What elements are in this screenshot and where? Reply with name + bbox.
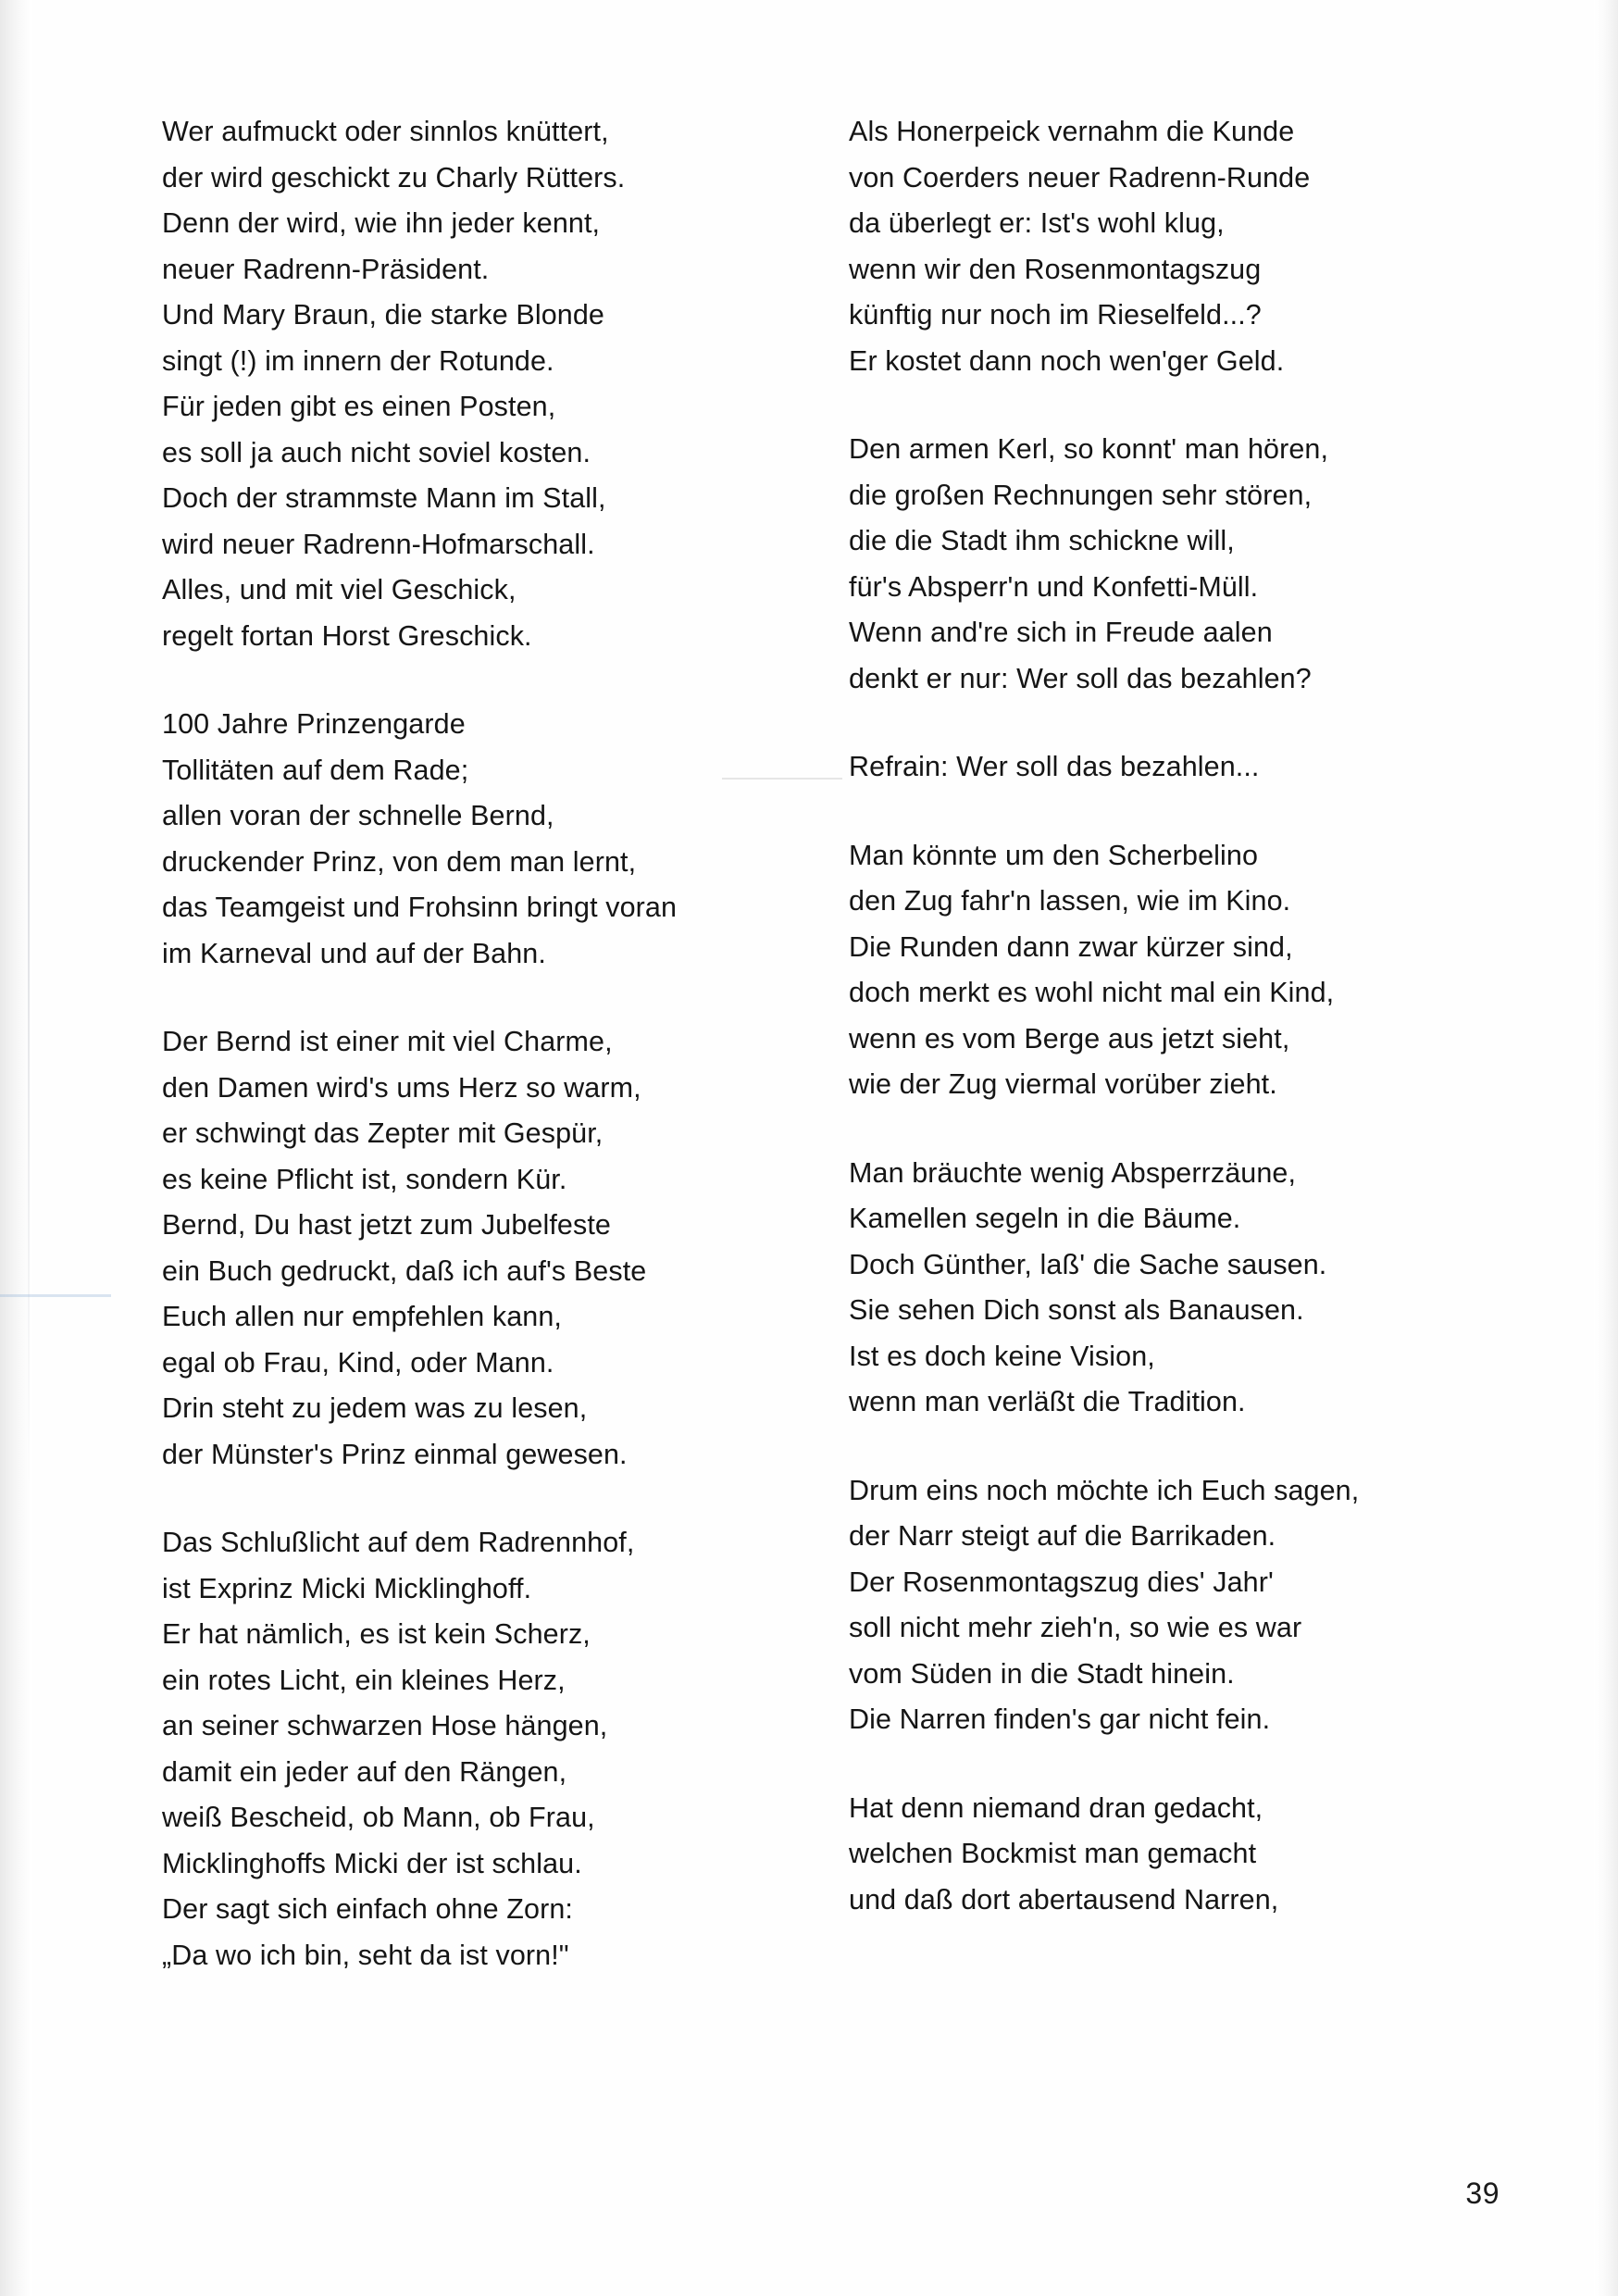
poem-line: Den armen Kerl, so konnt' man hören, [849, 433, 1329, 465]
poem-line: den Zug fahr'n lassen, wie im Kino. [849, 885, 1291, 917]
poem-line: Die Runden dann zwar kürzer sind, [849, 930, 1293, 963]
poem-line: die die Stadt ihm schickne will, [849, 525, 1235, 556]
poem-line: Man könnte um den Scherbelino [849, 839, 1259, 871]
poem-line: wenn wir den Rosenmontagszug [849, 253, 1262, 285]
poem-line: künftig nur noch im Rieselfeld...? [849, 299, 1262, 331]
poem-line: Bernd, Du hast jetzt zum Jubelfeste [162, 1209, 611, 1241]
poem-line: Micklinghoffs Micki der ist schlau. [162, 1847, 582, 1879]
poem-line: der wird geschickt zu Charly Rütters. [162, 161, 626, 193]
poem-line: Euch allen nur empfehlen kann, [162, 1301, 562, 1332]
poem-line: Als Honerpeick vernahm die Kunde [849, 116, 1295, 147]
poem-line: Drin steht zu jedem was zu lesen, [162, 1392, 588, 1424]
poem-line: Ist es doch keine Vision, [849, 1340, 1155, 1372]
poem-line: 100 Jahre Prinzengarde [162, 708, 466, 740]
poem-line: Doch der strammste Mann im Stall, [162, 482, 606, 514]
stanza [845, 1151, 1438, 1426]
poem-line: Refrain: Wer soll das bezahlen... [849, 751, 1260, 782]
poem-line: wenn es vom Berge aus jetzt sieht, [849, 1022, 1290, 1054]
poem-line: Und Mary Braun, die starke Blonde [162, 299, 604, 331]
left-column [162, 109, 754, 1978]
poem-line: ein rotes Licht, ein kleines Herz, [162, 1664, 566, 1696]
poem-line: das Teamgeist und Frohsinn bringt voran [162, 892, 678, 923]
poem-line: und daß dort abertausend Narren, [849, 1883, 1279, 1915]
poem-line: ist Exprinz Micki Micklinghoff. [162, 1572, 532, 1604]
poem-line: Für jeden gibt es einen Posten, [162, 391, 556, 422]
poem-line: da überlegt er: Ist's wohl klug, [849, 207, 1225, 239]
poem-line: doch merkt es wohl nicht mal ein Kind, [849, 977, 1335, 1008]
poem-line: Wenn and're sich in Freude aalen [849, 617, 1273, 648]
poem-line: Tollitäten auf dem Rade; [162, 754, 469, 786]
poem-line: Sie sehen Dich sonst als Banausen. [849, 1294, 1304, 1326]
stanza [845, 1468, 1438, 1743]
poem-body [162, 109, 1493, 1978]
right-column [845, 109, 1438, 1978]
poem-line: singt (!) im innern der Rotunde. [162, 344, 554, 377]
stanza [845, 833, 1438, 1108]
stanza [845, 109, 1438, 384]
stanza [162, 1019, 754, 1478]
poem-line: Denn der wird, wie ihn jeder kennt, [162, 207, 601, 239]
poem-line: soll nicht mehr zieh'n, so wie es war [849, 1612, 1302, 1643]
poem-line: damit ein jeder auf den Rängen, [162, 1755, 567, 1788]
poem-line: im Karneval und auf der Bahn. [162, 937, 546, 969]
poem-line: es soll ja auch nicht soviel kosten. [162, 436, 591, 468]
poem-line: Man bräuchte wenig Absperrzäune, [849, 1156, 1297, 1189]
poem-line: Doch Günther, laß' die Sache sausen. [849, 1248, 1327, 1280]
poem-line: von Coerders neuer Radrenn-Runde [849, 161, 1311, 193]
stanza [845, 1786, 1438, 1924]
poem-line: für's Absperr'n und Konfetti-Müll. [849, 570, 1259, 603]
poem-line: egal ob Frau, Kind, oder Mann. [162, 1346, 554, 1379]
scan-artifact-blue-mark [0, 1294, 111, 1297]
poem-line: ein Buch gedruckt, daß ich auf's Beste [162, 1254, 647, 1287]
poem-line: Wer aufmuckt oder sinnlos knüttert, [162, 116, 609, 147]
poem-line: Kamellen segeln in die Bäume. [849, 1203, 1241, 1234]
page-number: 39 [1465, 2177, 1500, 2210]
poem-line: Drum eins noch möchte ich Euch sagen, [849, 1474, 1360, 1506]
poem-line: Der sagt sich einfach ohne Zorn: [162, 1893, 573, 1925]
poem-line: neuer Radrenn-Präsident. [162, 253, 490, 285]
poem-line: „Da wo ich bin, seht da ist vorn!" [162, 1939, 569, 1971]
poem-line: die großen Rechnungen sehr stören, [849, 479, 1313, 511]
scan-artifact-left-line [28, 213, 30, 1491]
stanza-refrain [845, 744, 1438, 791]
poem-line: Er hat nämlich, es ist kein Scherz, [162, 1618, 591, 1650]
poem-line: wenn man verläßt die Tradition. [849, 1386, 1246, 1417]
poem-line: Das Schlußlicht auf dem Radrennhof, [162, 1527, 635, 1558]
poem-line: regelt fortan Horst Greschick. [162, 619, 532, 652]
poem-line: er schwingt das Zepter mit Gespür, [162, 1117, 604, 1149]
poem-line: wie der Zug viermal vorüber zieht. [849, 1068, 1277, 1100]
poem-line: Er kostet dann noch wen'ger Geld. [849, 344, 1285, 377]
poem-line: denkt er nur: Wer soll das bezahlen? [849, 662, 1312, 694]
poem-line: den Damen wird's ums Herz so warm, [162, 1071, 641, 1104]
poem-line: an seiner schwarzen Hose hängen, [162, 1710, 608, 1741]
poem-line: Die Narren finden's gar nicht fein. [849, 1703, 1271, 1735]
poem-line: der Münster's Prinz einmal gewesen. [162, 1438, 628, 1470]
poem-line: welchen Bockmist man gemacht [849, 1838, 1257, 1869]
stanza [162, 702, 754, 977]
stanza [162, 109, 754, 659]
poem-line: vom Süden in die Stadt hinein. [849, 1657, 1235, 1690]
poem-line: Der Rosenmontagszug dies' Jahr' [849, 1566, 1274, 1598]
poem-line: es keine Pflicht ist, sondern Kür. [162, 1163, 567, 1195]
poem-line: wird neuer Radrenn-Hofmarschall. [162, 528, 595, 560]
poem-line: Alles, und mit viel Geschick, [162, 574, 517, 605]
poem-line: Hat denn niemand dran gedacht, [849, 1791, 1263, 1824]
stanza [845, 427, 1438, 702]
poem-line: der Narr steigt auf die Barrikaden. [849, 1520, 1276, 1552]
poem-line: allen voran der schnelle Bernd, [162, 800, 554, 831]
poem-line: weiß Bescheid, ob Mann, ob Frau, [162, 1802, 595, 1833]
poem-line: druckender Prinz, von dem man lernt, [162, 845, 637, 878]
stanza [162, 1520, 754, 1978]
poem-line: Der Bernd ist einer mit viel Charme, [162, 1026, 613, 1057]
